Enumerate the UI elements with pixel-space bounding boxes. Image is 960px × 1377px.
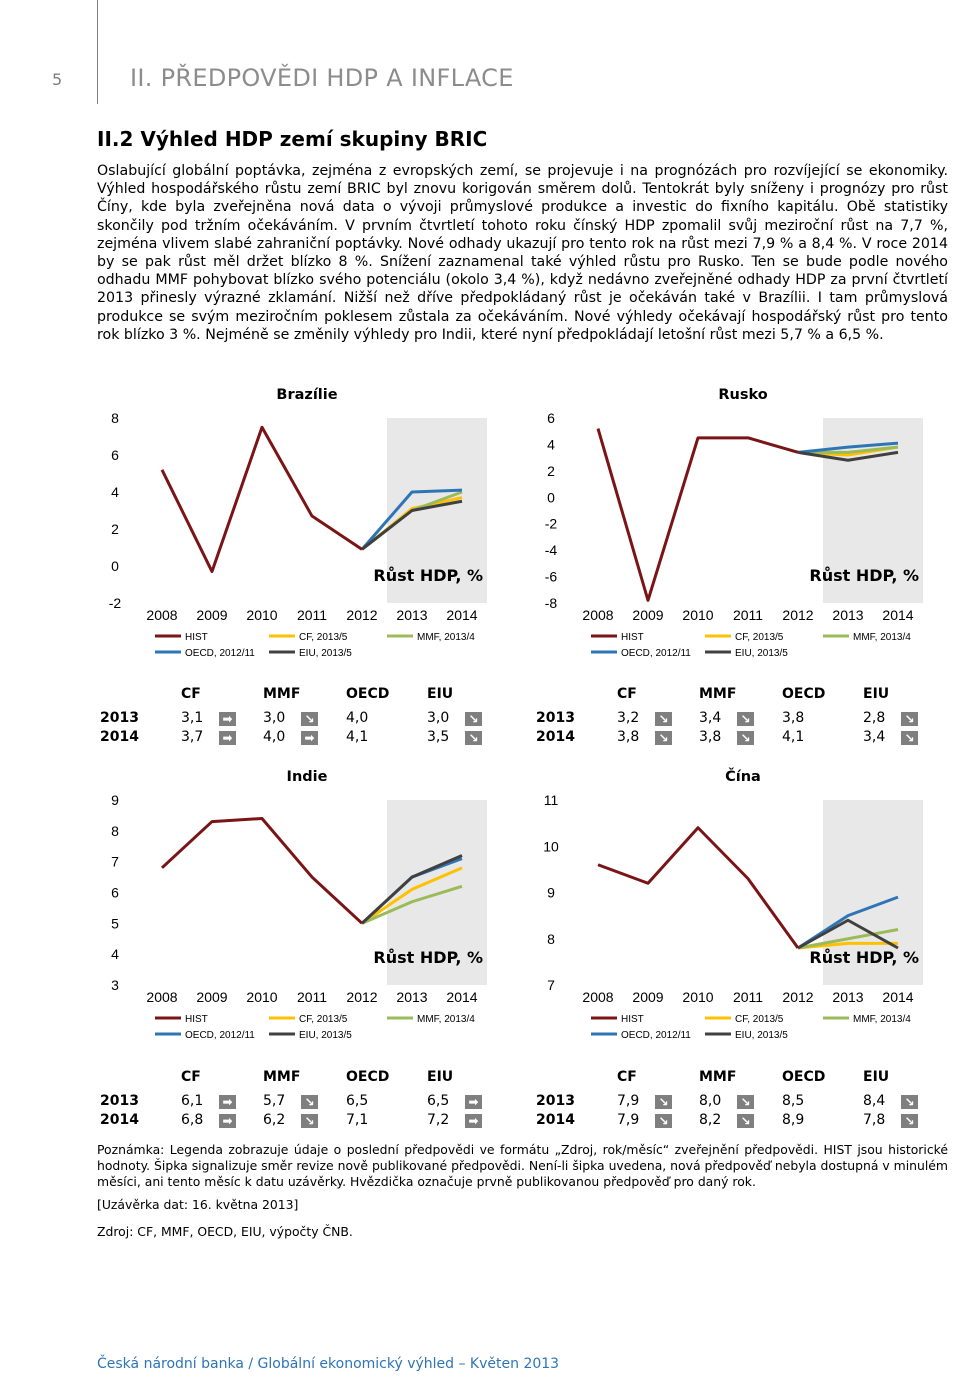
row-year: 2014 — [100, 729, 139, 745]
legend-label-cf: CF, 2013/5 — [735, 1014, 784, 1025]
value-eiu: 3,4 — [863, 729, 886, 745]
header-rule — [97, 0, 98, 104]
legend-label-eiu: EIU, 2013/5 — [299, 1030, 352, 1041]
arrow-down-right-icon: ↘ — [737, 1095, 754, 1109]
column-header: CF — [181, 686, 201, 702]
y-tick-label: 2 — [111, 521, 119, 537]
value-oecd: 7,1 — [346, 1112, 369, 1128]
y-tick-label: 9 — [547, 884, 555, 901]
x-tick-label: 2009 — [632, 989, 664, 1005]
column-header: MMF — [263, 686, 301, 702]
value-mmf: 3,0 — [263, 710, 286, 726]
arrow-right-icon: ➡ — [465, 1114, 482, 1128]
chart-brazil — [97, 378, 517, 659]
legend-label-cf: CF, 2013/5 — [299, 632, 348, 643]
column-header: OECD — [782, 1069, 826, 1085]
legend-label-eiu: EIU, 2013/5 — [735, 1030, 788, 1041]
column-header: CF — [181, 1069, 201, 1085]
arrow-down-right-icon: ↘ — [465, 712, 482, 726]
value-eiu: 6,5 — [427, 1093, 450, 1109]
x-tick-label: 2014 — [446, 607, 478, 623]
y-tick-label: 9 — [111, 792, 119, 808]
arrow-down-right-icon: ↘ — [655, 1095, 672, 1109]
y-tick-label: 7 — [547, 977, 555, 993]
value-mmf: 3,4 — [699, 710, 722, 726]
chart-annotation: Růst HDP, % — [373, 566, 483, 585]
series-line-hist — [162, 819, 362, 924]
x-tick-label: 2014 — [882, 607, 914, 623]
arrow-right-icon: ➡ — [219, 712, 236, 726]
arrow-down-right-icon: ↘ — [901, 1095, 918, 1109]
row-year: 2014 — [536, 729, 575, 745]
y-tick-label: 8 — [111, 822, 119, 839]
y-tick-label: 4 — [111, 484, 119, 500]
x-tick-label: 2012 — [346, 607, 378, 623]
y-tick-label: 6 — [111, 447, 119, 463]
legend-label-oecd: OECD, 2012/11 — [621, 1030, 691, 1041]
value-cf: 7,9 — [617, 1112, 640, 1128]
column-header: MMF — [699, 1069, 737, 1085]
forecast-table-russia — [533, 686, 933, 746]
legend-label-mmf: MMF, 2013/4 — [853, 632, 911, 643]
footnote: Poznámka: Legenda zobrazuje údaje o poslední předpovědi ve formátu „Zdroj, rok/měsíc“ zveřejnění předpovědi. HIST jsou historické hodnoty. Šipka signalizuje směr revize nově publikované předpovědi. Není-li šipka uvedena, nová předpověď nebyla dostupná v minulém měsíci, ani tento měsíc k datu uzávěrky. Hvězdička označuje prvně publikovanou předpověď pro daný rok. — [97, 1142, 949, 1190]
row-year: 2013 — [536, 1093, 575, 1109]
value-mmf: 4,0 — [263, 729, 286, 745]
value-oecd: 6,5 — [346, 1093, 369, 1109]
y-tick-label: 4 — [111, 946, 119, 963]
y-tick-label: -6 — [544, 568, 558, 585]
chart-china — [533, 760, 953, 1041]
value-mmf: 8,2 — [699, 1112, 722, 1128]
x-tick-label: 2013 — [832, 989, 864, 1005]
x-tick-label: 2014 — [446, 989, 478, 1005]
data-cutoff: [Uzávěrka dat: 16. května 2013] — [97, 1197, 299, 1212]
value-oecd: 8,5 — [782, 1093, 805, 1109]
arrow-down-right-icon: ↘ — [737, 731, 754, 745]
y-tick-label: 2 — [547, 462, 555, 479]
y-tick-label: 8 — [111, 410, 119, 426]
source-line: Zdroj: CF, MMF, OECD, EIU, výpočty ČNB. — [97, 1224, 353, 1239]
x-tick-label: 2014 — [882, 989, 914, 1005]
x-tick-label: 2013 — [396, 607, 428, 623]
x-tick-label: 2013 — [396, 989, 428, 1005]
legend-label-hist: HIST — [621, 1014, 644, 1025]
y-tick-label: -4 — [544, 542, 558, 559]
chapter-title: II. PŘEDPOVĚDI HDP A INFLACE — [130, 64, 514, 92]
legend-label-oecd: OECD, 2012/11 — [621, 648, 691, 659]
arrow-right-icon: ➡ — [219, 1095, 236, 1109]
y-tick-label: 4 — [547, 436, 555, 453]
chart-russia — [533, 378, 953, 659]
value-oecd: 4,1 — [782, 729, 805, 745]
value-eiu: 8,4 — [863, 1093, 886, 1109]
column-header: CF — [617, 686, 637, 702]
arrow-down-right-icon: ↘ — [901, 712, 918, 726]
column-header: EIU — [863, 686, 890, 702]
x-tick-label: 2009 — [196, 989, 228, 1005]
section-title: II.2 Výhled HDP zemí skupiny BRIC — [97, 127, 488, 151]
x-tick-label: 2012 — [782, 607, 814, 623]
value-oecd: 4,0 — [346, 710, 369, 726]
arrow-right-icon: ➡ — [219, 1114, 236, 1128]
arrow-down-right-icon: ↘ — [901, 731, 918, 745]
row-year: 2014 — [100, 1112, 139, 1128]
value-mmf: 6,2 — [263, 1112, 286, 1128]
forecast-table-india — [97, 1069, 497, 1129]
series-line-hist — [598, 828, 798, 948]
y-tick-label: 6 — [111, 884, 119, 901]
value-eiu: 3,5 — [427, 729, 450, 745]
arrow-down-right-icon: ↘ — [737, 712, 754, 726]
legend-label-mmf: MMF, 2013/4 — [853, 1014, 911, 1025]
x-tick-label: 2008 — [146, 989, 178, 1005]
chart-title: Indie — [286, 769, 328, 785]
value-cf: 6,8 — [181, 1112, 204, 1128]
row-year: 2013 — [100, 710, 139, 726]
chart-title: Rusko — [718, 387, 768, 403]
arrow-down-right-icon: ↘ — [901, 1114, 918, 1128]
legend-label-mmf: MMF, 2013/4 — [417, 1014, 475, 1025]
legend-label-mmf: MMF, 2013/4 — [417, 632, 475, 643]
column-header: EIU — [863, 1069, 890, 1085]
x-tick-label: 2011 — [732, 989, 764, 1005]
column-header: OECD — [782, 686, 826, 702]
legend-label-oecd: OECD, 2012/11 — [185, 648, 255, 659]
x-tick-label: 2009 — [196, 607, 228, 623]
value-eiu: 7,8 — [863, 1112, 886, 1128]
column-header: CF — [617, 1069, 637, 1085]
value-mmf: 5,7 — [263, 1093, 286, 1109]
y-tick-label: 0 — [111, 558, 119, 574]
y-tick-label: 11 — [543, 792, 559, 808]
chart-title: Čína — [725, 769, 761, 785]
arrow-right-icon: ➡ — [465, 1095, 482, 1109]
legend-label-hist: HIST — [185, 1014, 208, 1025]
row-year: 2014 — [536, 1112, 575, 1128]
x-tick-label: 2010 — [682, 989, 714, 1005]
arrow-right-icon: ➡ — [301, 731, 318, 745]
arrow-right-icon: ➡ — [219, 731, 236, 745]
y-tick-label: 10 — [543, 838, 559, 855]
value-mmf: 8,0 — [699, 1093, 722, 1109]
column-header: MMF — [263, 1069, 301, 1085]
forecast-table-china — [533, 1069, 933, 1129]
y-tick-label: 0 — [547, 489, 555, 506]
y-tick-label: 7 — [111, 853, 119, 870]
series-line-hist — [598, 429, 798, 601]
value-cf: 7,9 — [617, 1093, 640, 1109]
chart-annotation: Růst HDP, % — [809, 566, 919, 585]
y-tick-label: 8 — [547, 930, 555, 947]
value-oecd: 3,8 — [782, 710, 805, 726]
x-tick-label: 2009 — [632, 607, 664, 623]
x-tick-label: 2013 — [832, 607, 864, 623]
arrow-down-right-icon: ↘ — [301, 1095, 318, 1109]
x-tick-label: 2010 — [682, 607, 714, 623]
arrow-down-right-icon: ↘ — [655, 712, 672, 726]
y-tick-label: -2 — [544, 515, 558, 532]
x-tick-label: 2010 — [246, 607, 278, 623]
value-cf: 3,7 — [181, 729, 204, 745]
value-cf: 6,1 — [181, 1093, 204, 1109]
arrow-down-right-icon: ↘ — [301, 712, 318, 726]
row-year: 2013 — [100, 1093, 139, 1109]
y-tick-label: 5 — [111, 915, 119, 932]
forecast-table-brazil — [97, 686, 497, 746]
value-cf: 3,2 — [617, 710, 640, 726]
y-tick-label: -2 — [108, 595, 122, 611]
x-tick-label: 2008 — [582, 989, 614, 1005]
legend-label-cf: CF, 2013/5 — [735, 632, 784, 643]
column-header: OECD — [346, 1069, 390, 1085]
value-cf: 3,8 — [617, 729, 640, 745]
column-header: OECD — [346, 686, 390, 702]
y-tick-label: -8 — [544, 595, 558, 611]
chart-annotation: Růst HDP, % — [373, 948, 483, 967]
chart-annotation: Růst HDP, % — [809, 948, 919, 967]
value-eiu: 2,8 — [863, 710, 886, 726]
chart-india — [97, 760, 517, 1041]
value-eiu: 3,0 — [427, 710, 450, 726]
value-mmf: 3,8 — [699, 729, 722, 745]
x-tick-label: 2012 — [346, 989, 378, 1005]
x-tick-label: 2012 — [782, 989, 814, 1005]
legend-label-hist: HIST — [621, 632, 644, 643]
y-tick-label: 6 — [547, 410, 555, 426]
arrow-down-right-icon: ↘ — [655, 1114, 672, 1128]
arrow-down-right-icon: ↘ — [301, 1114, 318, 1128]
value-cf: 3,1 — [181, 710, 204, 726]
value-oecd: 8,9 — [782, 1112, 805, 1128]
x-tick-label: 2011 — [296, 989, 328, 1005]
page-number: 5 — [52, 70, 63, 89]
arrow-down-right-icon: ↘ — [465, 731, 482, 745]
legend-label-oecd: OECD, 2012/11 — [185, 1030, 255, 1041]
row-year: 2013 — [536, 710, 575, 726]
legend-label-cf: CF, 2013/5 — [299, 1014, 348, 1025]
legend-label-hist: HIST — [185, 632, 208, 643]
body-paragraph: Oslabující globální poptávka, zejména z evropských zemí, se projevuje i na prognózách pro rozvíjející se ekonomiky. Výhled hospodářského růstu zemí BRIC byl znovu korigován směrem dolů. Tentokrát byly sníženy i prognózy pro růst Číny, kde byla zveřejněna nová data o vývoji průmyslové produkce a investic do fixního kapitálu. Obě statistiky skončily pod tržním očekáváním. V prvním čtvrtletí tohoto roku čínský HDP zpomalil svůj meziroční růst na 7,7 %, zejména vlivem slabé zahraniční poptávky. Nové odhady ukazují pro tento rok na růst mezi 7,9 % a 8,4 %. V roce 2014 by se pak růst měl držet blízko 8 %. Snížení zaznamenal také výhled růstu pro Rusko. Ten se bude podle nového odhadu MMF pohybovat blízko svého potenciálu (okolo 3,4 %), když nedávno zveřejněné odhady HDP za první čtvrtletí 2013 přinesly výrazné zklamání. Nižší než dříve předpokládaný růst je očekáván také v Brazílii. I tam průmyslová produkce se svým meziročním poklesem zůstala za očekáváním. Nové výhledy očekávají hospodářský růst pro tento rok blízko 3 %. Nejméně se změnily výhledy pro Indii, které nyní předpokládají letošní růst mezi 5,7 % a 6,5 %. — [97, 163, 948, 343]
arrow-down-right-icon: ↘ — [737, 1114, 754, 1128]
x-tick-label: 2011 — [732, 607, 764, 623]
value-eiu: 7,2 — [427, 1112, 450, 1128]
legend-label-eiu: EIU, 2013/5 — [735, 648, 788, 659]
arrow-down-right-icon: ↘ — [655, 731, 672, 745]
value-oecd: 4,1 — [346, 729, 369, 745]
x-tick-label: 2011 — [296, 607, 328, 623]
x-tick-label: 2010 — [246, 989, 278, 1005]
page-footer: Česká národní banka / Globální ekonomický výhled – Květen 2013 — [97, 1356, 560, 1372]
x-tick-label: 2008 — [582, 607, 614, 623]
legend-label-eiu: EIU, 2013/5 — [299, 648, 352, 659]
column-header: EIU — [427, 686, 454, 702]
chart-title: Brazílie — [276, 387, 338, 403]
series-line-hist — [162, 427, 362, 571]
column-header: MMF — [699, 686, 737, 702]
y-tick-label: 3 — [111, 977, 119, 993]
x-tick-label: 2008 — [146, 607, 178, 623]
column-header: EIU — [427, 1069, 454, 1085]
